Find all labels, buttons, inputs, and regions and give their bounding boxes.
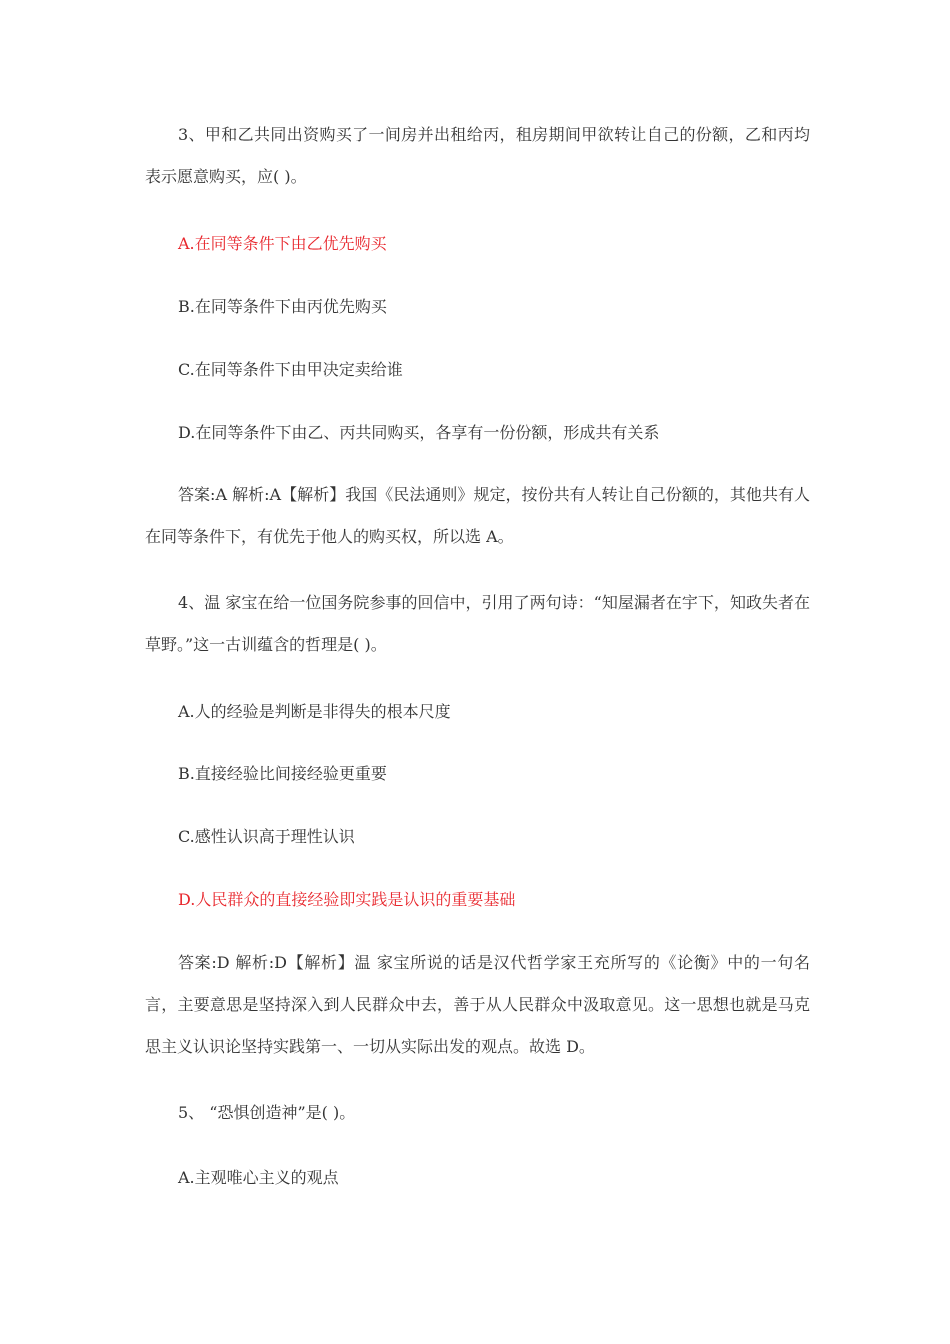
question-4-option-c: C.感性认识高于理性认识 <box>178 827 355 846</box>
question-4-answer: 答案:D 解析:D【解析】温 家宝所说的话是汉代哲学家王充所写的《论衡》中的一句名言，主要意思是坚持深入到人民群众中去，善于从人民群众中汲取意见。这一思想也就是马克思主义认识论坚持实践第一、一切从实际出发的观点。故选 D。 <box>145 953 810 1056</box>
question-3-option-d: D.在同等条件下由乙、丙共同购买，各享有一份份额，形成共有关系 <box>178 423 660 442</box>
question-3-stem: 3、甲和乙共同出资购买了一间房并出租给丙，租房期间甲欲转让自己的份额，乙和丙均表示愿意购买，应( )。 <box>145 125 810 186</box>
question-3-option-b: B.在同等条件下由丙优先购买 <box>178 297 387 316</box>
question-4-option-a: A.人的经验是判断是非得失的根本尺度 <box>178 702 451 721</box>
question-3-option-a: A.在同等条件下由乙优先购买 <box>178 234 387 253</box>
question-5-stem: 5、 “恐惧创造神”是( )。 <box>178 1103 356 1122</box>
question-3-answer: 答案:A 解析:A【解析】我国《民法通则》规定，按份共有人转让自己份额的，其他共有人在同等条件下，有优先于他人的购买权，所以选 A。 <box>145 485 810 546</box>
question-5-option-a: A.主观唯心主义的观点 <box>178 1168 339 1187</box>
question-4-option-b: B.直接经验比间接经验更重要 <box>178 764 387 783</box>
question-4-option-d: D.人民群众的直接经验即实践是认识的重要基础 <box>178 890 516 909</box>
question-4-stem: 4、温 家宝在给一位国务院参事的回信中，引用了两句诗：“知屋漏者在宇下，知政失者在草野。”这一古训蕴含的哲理是( )。 <box>145 593 810 654</box>
question-3-option-c: C.在同等条件下由甲决定卖给谁 <box>178 360 403 379</box>
